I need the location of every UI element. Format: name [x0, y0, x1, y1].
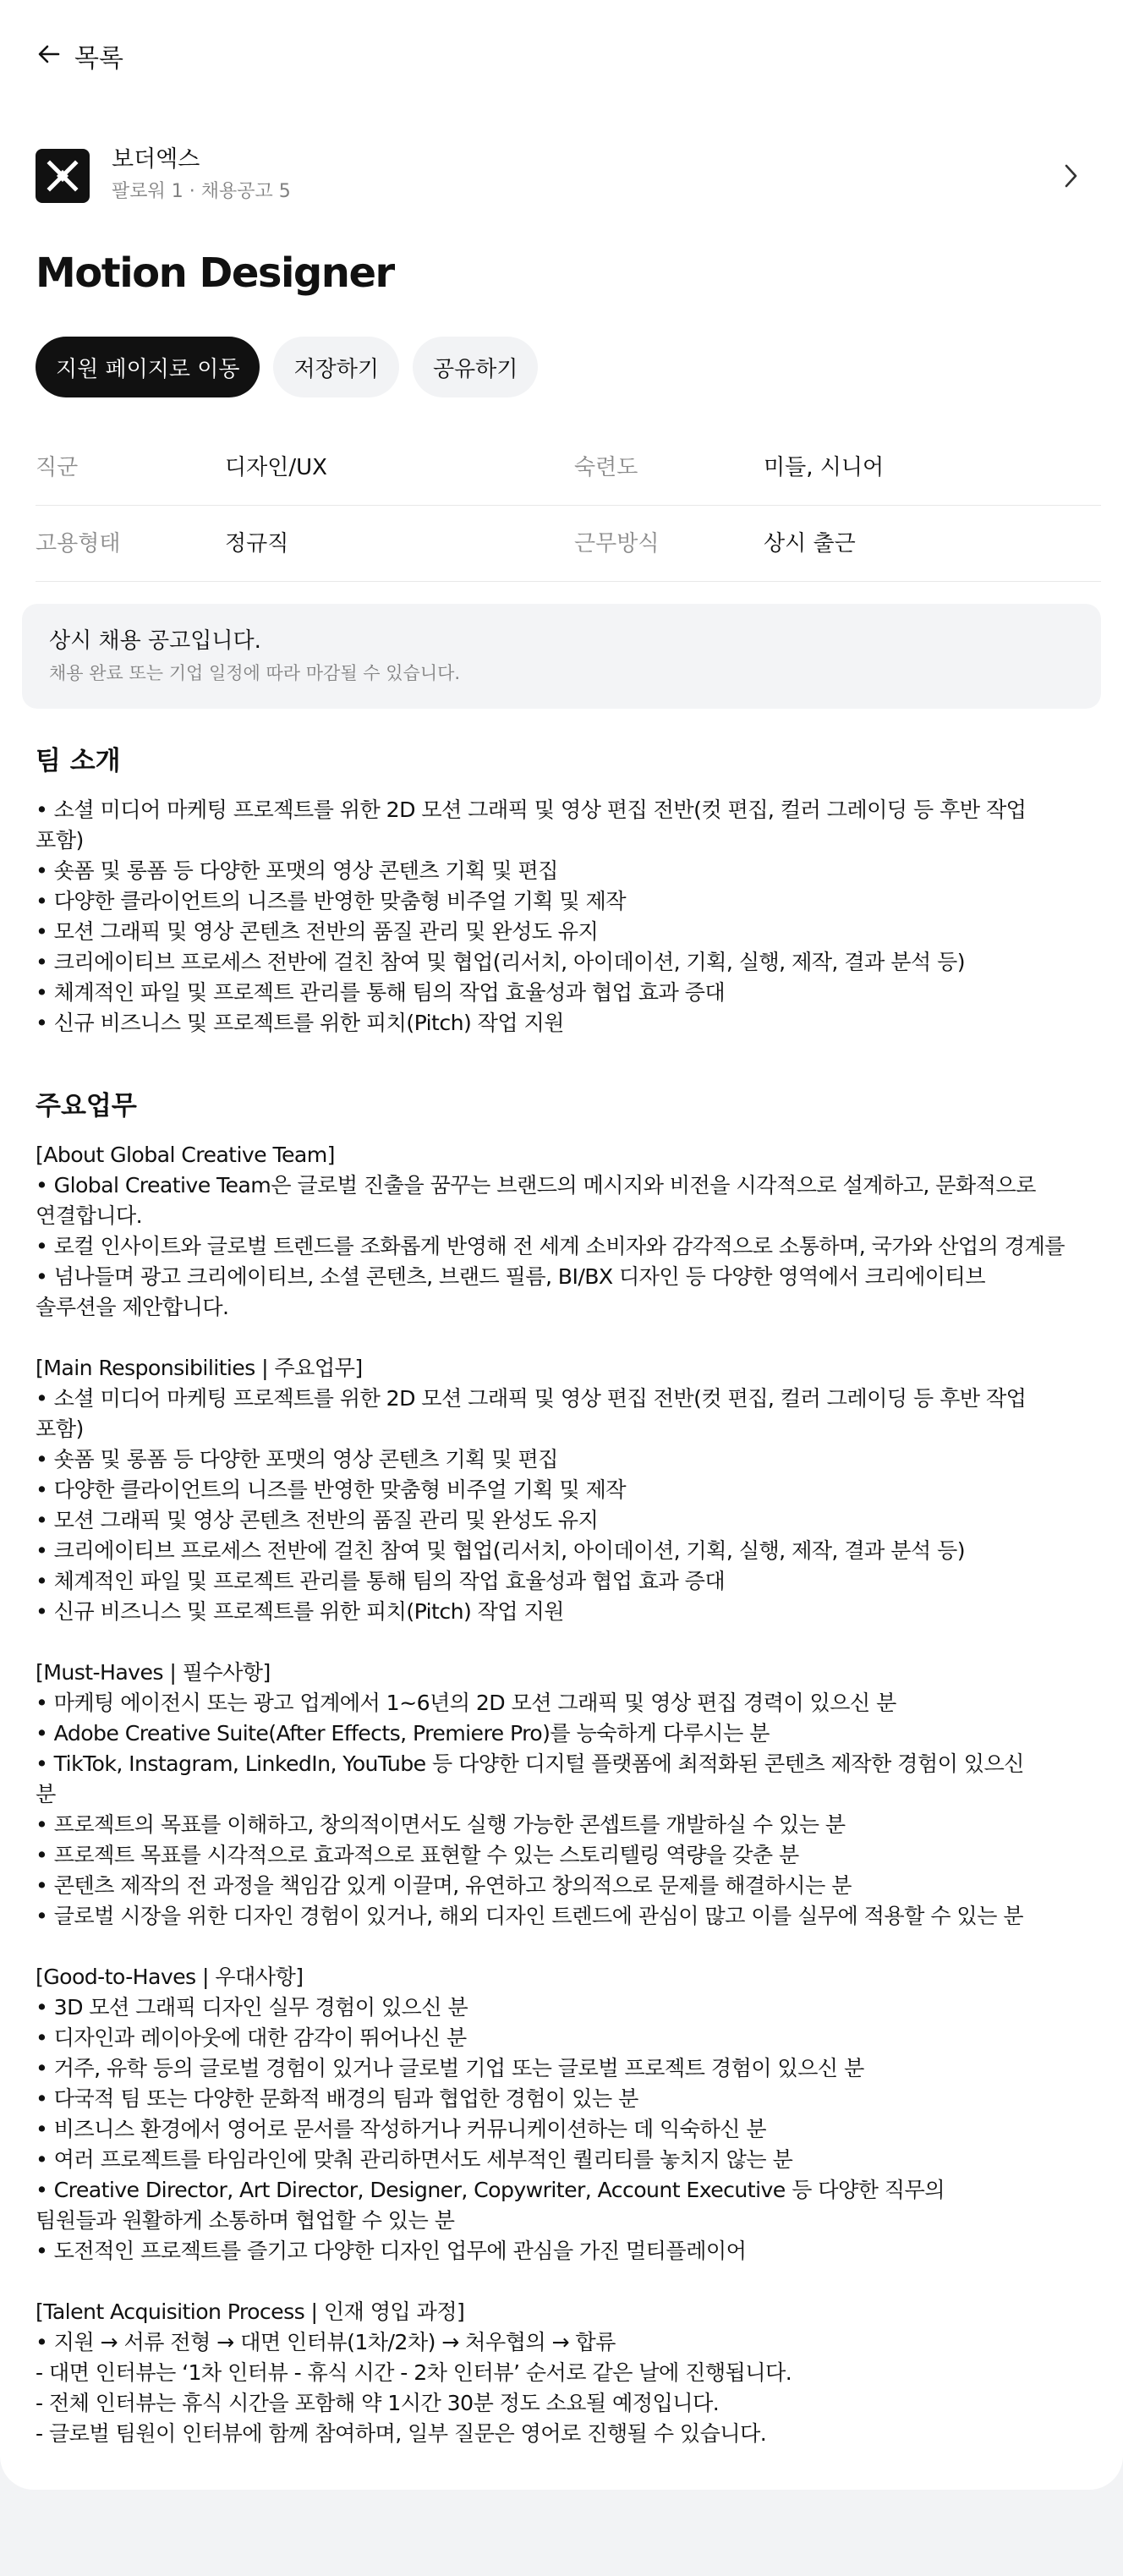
text-line: • 다국적 팀 또는 다양한 문화적 배경의 팀과 협업한 경험이 있는 분 — [36, 2086, 638, 2111]
job-info-table — [36, 430, 1101, 582]
text-line: • Creative Director, Art Director, Designer, Copywriter, Account Executive 등 다양한 직무의 — [36, 2178, 945, 2202]
text-line: • 소셜 미디어 마케팅 프로젝트를 위한 2D 모션 그래픽 및 영상 편집 전반(컷 편집, 컬러 그레이딩 등 후반 작업 — [36, 1386, 1027, 1411]
text-line: • 비즈니스 환경에서 영어로 문서를 작성하거나 커뮤니케이션하는 데 익숙하신 분 — [36, 2117, 767, 2141]
text-line: 솔루션을 제안합니다. — [36, 1295, 229, 1319]
text-line: • 신규 비즈니스 및 프로젝트를 위한 피치(Pitch) 작업 지원 — [36, 1011, 564, 1035]
text-line: • 프로젝트 목표를 시각적으로 효과적으로 표현할 수 있는 스토리텔링 역량을 갖춘 분 — [36, 1843, 799, 1867]
text-line: [About Global Creative Team] — [36, 1143, 335, 1167]
employment-type-value: 정규직 — [225, 531, 289, 556]
text-line: • 글로벌 시장을 위한 디자인 경험이 있거나, 해외 디자인 트렌드에 관심이 많고 이를 실무에 적용할 수 있는 분 — [36, 1904, 1024, 1928]
text-line: • 마케팅 에이전시 또는 광고 업계에서 1~6년의 2D 모션 그래픽 및 영상 편집 경력이 있으신 분 — [36, 1691, 896, 1715]
level-label: 숙련도 — [574, 455, 638, 480]
text-line: - 전체 인터뷰는 휴식 시간을 포함해 약 1시간 30분 정도 소요될 예정입니다. — [36, 2391, 720, 2415]
apply-button[interactable]: 지원 페이지로 이동 — [36, 337, 260, 397]
chevron-right-icon[interactable] — [1054, 159, 1087, 193]
info-row — [36, 430, 1101, 506]
company-card[interactable] — [36, 144, 1087, 208]
text-line: • 프로젝트의 목표를 이해하고, 창의적이면서도 실행 가능한 콘셉트를 개발하실 수 있는 분 — [36, 1812, 846, 1837]
job-category-value: 디자인/UX — [225, 455, 327, 480]
back-to-list-link[interactable] — [36, 37, 123, 74]
text-line: [Must-Haves | 필수사항] — [36, 1660, 271, 1685]
recruitment-notice — [22, 604, 1101, 709]
text-line: • 숏폼 및 롱폼 등 다양한 포맷의 영상 콘텐츠 기획 및 편집 — [36, 858, 558, 883]
employment-type-label: 고용형태 — [36, 531, 121, 556]
company-logo — [36, 149, 90, 203]
info-row — [36, 506, 1101, 582]
text-line: [Talent Acquisition Process | 인재 영입 과정] — [36, 2299, 465, 2324]
text-line: • 디자인과 레이아웃에 대한 감각이 뛰어나신 분 — [36, 2025, 467, 2050]
job-category-label: 직군 — [36, 455, 79, 480]
text-line: • 로컬 인사이트와 글로벌 트렌드를 조화롭게 반영해 전 세계 소비자와 감각적으로 소통하며, 국가와 산업의 경계를 — [36, 1234, 1065, 1258]
text-line: • 도전적인 프로젝트를 즐기고 다양한 디자인 업무에 관심을 가진 멀티플레이어 — [36, 2239, 747, 2263]
notice-title: 상시 채용 공고입니다. — [49, 628, 261, 654]
team-intro-heading: 팀 소개 — [36, 746, 121, 776]
text-line: 포함) — [36, 1417, 84, 1441]
company-meta: 팔로워 1 · 채용공고 5 — [112, 181, 291, 202]
text-line: • 모션 그래픽 및 영상 콘텐츠 전반의 품질 관리 및 완성도 유지 — [36, 1508, 599, 1532]
text-line: • 넘나들며 광고 크리에이티브, 소셜 콘텐츠, 브랜드 필름, BI/BX 디자인 등 다양한 영역에서 크리에이티브 — [36, 1264, 986, 1289]
text-line: • 신규 비즈니스 및 프로젝트를 위한 피치(Pitch) 작업 지원 — [36, 1599, 564, 1624]
back-label: 목록 — [74, 44, 123, 74]
text-line: • 다양한 클라이언트의 니즈를 반영한 맞춤형 비주얼 기획 및 제작 — [36, 1477, 626, 1502]
text-line: • 체계적인 파일 및 프로젝트 관리를 통해 팀의 작업 효율성과 협업 효과 증대 — [36, 980, 726, 1005]
text-line: - 글로벌 팀원이 인터뷰에 함께 참여하며, 일부 질문은 영어로 진행될 수 있습니다. — [36, 2421, 767, 2446]
text-line: 연결합니다. — [36, 1203, 143, 1228]
text-line: - 대면 인터뷰는 ‘1차 인터뷰 - 휴식 시간 - 2차 인터뷰’ 순서로 같은 날에 진행됩니다. — [36, 2360, 792, 2385]
job-title: Motion Designer — [36, 249, 394, 297]
text-line: • 모션 그래픽 및 영상 콘텐츠 전반의 품질 관리 및 완성도 유지 — [36, 919, 599, 944]
save-button[interactable]: 저장하기 — [273, 337, 398, 397]
blank-line — [36, 2266, 1101, 2297]
text-line: • 크리에이티브 프로세스 전반에 걸친 참여 및 협업(리서치, 아이데이션, 기획, 실행, 제작, 결과 분석 등) — [36, 1538, 965, 1563]
arrow-left-icon — [36, 41, 63, 71]
work-type-label: 근무방식 — [574, 531, 660, 556]
text-line: • 체계적인 파일 및 프로젝트 관리를 통해 팀의 작업 효율성과 협업 효과 증대 — [36, 1569, 726, 1593]
text-line: • 다양한 클라이언트의 니즈를 반영한 맞춤형 비주얼 기획 및 제작 — [36, 889, 626, 913]
text-line: • 여러 프로젝트를 타임라인에 맞춰 관리하면서도 세부적인 퀄리티를 놓치지 않는 분 — [36, 2147, 793, 2172]
text-line: • 3D 모션 그래픽 디자인 실무 경험이 있으신 분 — [36, 1995, 468, 2020]
blank-line — [36, 1627, 1101, 1658]
blank-line — [36, 1932, 1101, 1962]
text-line: • 소셜 미디어 마케팅 프로젝트를 위한 2D 모션 그래픽 및 영상 편집 전반(컷 편집, 컬러 그레이딩 등 후반 작업 — [36, 797, 1027, 822]
text-line: • 거주, 유학 등의 글로벌 경험이 있거나 글로벌 기업 또는 글로벌 프로젝트 경험이 있으신 분 — [36, 2056, 864, 2080]
action-buttons — [36, 337, 538, 397]
text-line: • Global Creative Team은 글로벌 진출을 꿈꾸는 브랜드의 메시지와 비전을 시각적으로 설계하고, 문화적으로 — [36, 1173, 1036, 1198]
blank-line — [36, 1323, 1101, 1353]
text-line: 분 — [36, 1782, 56, 1806]
text-line: • TikTok, Instagram, LinkedIn, YouTube 등 다양한 디지털 플랫폼에 최적화된 콘텐츠 제작한 경험이 있으신 — [36, 1751, 1024, 1776]
text-line: • 크리에이티브 프로세스 전반에 걸친 참여 및 협업(리서치, 아이데이션, 기획, 실행, 제작, 결과 분석 등) — [36, 950, 965, 974]
work-type-value: 상시 출근 — [764, 531, 856, 556]
level-value: 미들, 시니어 — [764, 455, 885, 480]
main-tasks-heading: 주요업무 — [36, 1091, 137, 1121]
text-line: • 숏폼 및 롱폼 등 다양한 포맷의 영상 콘텐츠 기획 및 편집 — [36, 1447, 558, 1472]
notice-subtitle: 채용 완료 또는 기업 일정에 따라 마감될 수 있습니다. — [49, 663, 461, 683]
text-line: • 지원 → 서류 전형 → 대면 인터뷰(1차/2차) → 처우협의 → 합류 — [36, 2330, 616, 2354]
company-name: 보더엑스 — [112, 146, 200, 173]
main-tasks-body — [36, 1140, 1101, 2449]
team-intro-body — [36, 795, 1101, 1039]
text-line: [Main Responsibilities | 주요업무] — [36, 1356, 363, 1380]
text-line: • 콘텐츠 제작의 전 과정을 책임감 있게 이끌며, 유연하고 창의적으로 문제를 해결하시는 분 — [36, 1873, 852, 1898]
share-button[interactable]: 공유하기 — [413, 337, 538, 397]
text-line: [Good-to-Haves | 우대사항] — [36, 1965, 304, 1989]
text-line: 포함) — [36, 828, 84, 852]
text-line: 팀원들과 원활하게 소통하며 협업할 수 있는 분 — [36, 2208, 455, 2233]
text-line: • Adobe Creative Suite(After Effects, Premiere Pro)를 능숙하게 다루시는 분 — [36, 1721, 770, 1746]
